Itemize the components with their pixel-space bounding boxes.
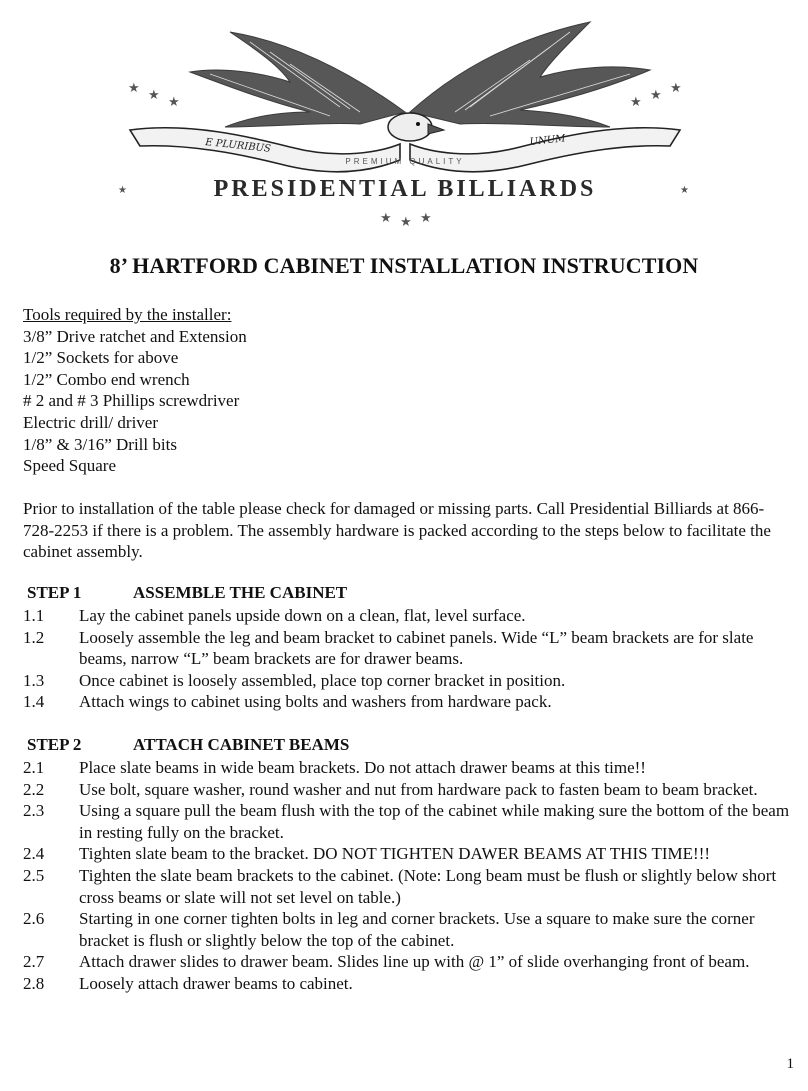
star-icon: ★ — [148, 88, 160, 103]
star-icon: ★ — [400, 215, 412, 230]
step-number: STEP 1 — [27, 583, 82, 602]
step-title: ATTACH CABINET BEAMS — [133, 735, 350, 754]
list-item — [23, 800, 793, 843]
eagle-wings-illustration — [190, 22, 650, 127]
step-title: ASSEMBLE THE CABINET — [133, 583, 348, 602]
item-text: Place slate beams in wide beam brackets. Do not attach drawer beams at this time!! — [79, 758, 646, 777]
step-1-heading — [27, 583, 347, 603]
tool-item: 1/2” Sockets for above — [23, 348, 179, 368]
item-number: 1.3 — [23, 670, 45, 690]
page-number: 1 — [786, 1056, 794, 1072]
list-item — [23, 865, 793, 908]
tool-item: 1/8” & 3/16” Drill bits — [23, 434, 177, 454]
item-number: 1.4 — [23, 692, 45, 712]
ribbon-right-text: UNUM — [529, 133, 566, 148]
list-item — [23, 691, 793, 713]
step-number: STEP 2 — [27, 735, 82, 754]
step-1-items — [23, 605, 793, 713]
item-text: Tighten slate beam to the bracket. DO NOT TIGHTEN DAWER BEAMS AT THIS TIME!!! — [79, 844, 711, 864]
item-text: Loosely assemble the leg and beam bracket to cabinet panels. Wide “L” beam brackets are for slate beams, narrow “L” beam brackets are for drawer beams. — [79, 627, 754, 669]
star-icon: ★ — [168, 95, 180, 110]
list-item — [23, 951, 793, 973]
tool-item: # 2 and # 3 Phillips screwdriver — [23, 391, 240, 411]
item-text: Lay the cabinet panels upside down on a clean, flat, level surface. — [79, 606, 526, 625]
intro-paragraph: Prior to installation of the table please check for damaged or missing parts. Call Presidential Billiards at 866-728-2253 if there is a problem. The assembly hardware is packed according to the steps below to facilitate the cabinet assembly. — [23, 499, 771, 562]
document-title: 8’ HARTFORD CABINET INSTALLATION INSTRUCTION — [109, 253, 699, 278]
list-item — [23, 605, 793, 627]
item-text: Attach wings to cabinet using bolts and washers from hardware pack. — [79, 692, 552, 712]
item-number: 1.1 — [23, 606, 45, 625]
ribbon-left-text: E PLURIBUS — [204, 137, 272, 155]
step-2-heading — [27, 735, 349, 755]
item-number: 2.2 — [23, 779, 45, 799]
item-text: Tighten the slate beam brackets to the cabinet. (Note: Long beam must be flush or slightly below short cross beams or slate will not set level on table.) — [79, 865, 777, 907]
item-number: 2.7 — [23, 952, 45, 972]
item-number: 2.8 — [23, 973, 45, 993]
item-text: Using a square pull the beam flush with the top of the cabinet while making sure the bottom of the beam in resting fully on the bracket. — [79, 801, 790, 842]
list-item — [23, 779, 793, 801]
star-icon: ★ — [670, 81, 682, 96]
item-number: 1.2 — [23, 627, 45, 647]
item-number: 2.1 — [23, 758, 45, 777]
star-icon: ★ — [650, 88, 662, 103]
item-number: 2.4 — [23, 844, 45, 864]
tools-section — [23, 304, 247, 477]
item-text: Use bolt, square washer, round washer and nut from hardware pack to fasten beam to beam bracket. — [79, 779, 758, 799]
item-number: 2.3 — [23, 801, 45, 821]
list-item — [23, 670, 793, 692]
item-text: Attach drawer slides to drawer beam. Slides line up with @ 1” of slide overhanging front of beam. — [79, 952, 750, 972]
list-item — [23, 627, 793, 670]
item-text: Starting in one corner tighten bolts in leg and corner brackets. Use a square to make sure the corner bracket is flush or slightly below the top of the cabinet. — [79, 909, 755, 950]
tool-item: Electric drill/ driver — [23, 412, 158, 432]
list-item — [23, 843, 793, 865]
tools-heading: Tools required by the installer: — [23, 305, 232, 324]
logo-tagline: PREMIUM QUALITY — [345, 157, 465, 166]
star-icon: ★ — [680, 185, 689, 196]
star-icon: ★ — [420, 211, 432, 226]
item-number: 2.5 — [23, 865, 45, 885]
tool-item: 1/2” Combo end wrench — [23, 369, 190, 389]
step-2-items — [23, 757, 793, 995]
tool-item: 3/8” Drive ratchet and Extension — [23, 326, 247, 346]
list-item — [23, 908, 793, 951]
item-text: Loosely attach drawer beams to cabinet. — [79, 973, 353, 993]
item-number: 2.6 — [23, 909, 45, 929]
logo-brand-name: PRESIDENTIAL BILLIARDS — [213, 176, 597, 202]
list-item — [23, 757, 793, 779]
star-icon: ★ — [118, 185, 127, 196]
list-item — [23, 973, 793, 995]
presidential-billiards-logo — [110, 12, 700, 232]
star-icon: ★ — [630, 95, 642, 110]
star-icon: ★ — [128, 81, 140, 96]
tool-item: Speed Square — [23, 456, 117, 476]
item-text: Once cabinet is loosely assembled, place top corner bracket in position. — [79, 670, 566, 690]
star-icon: ★ — [380, 211, 392, 226]
